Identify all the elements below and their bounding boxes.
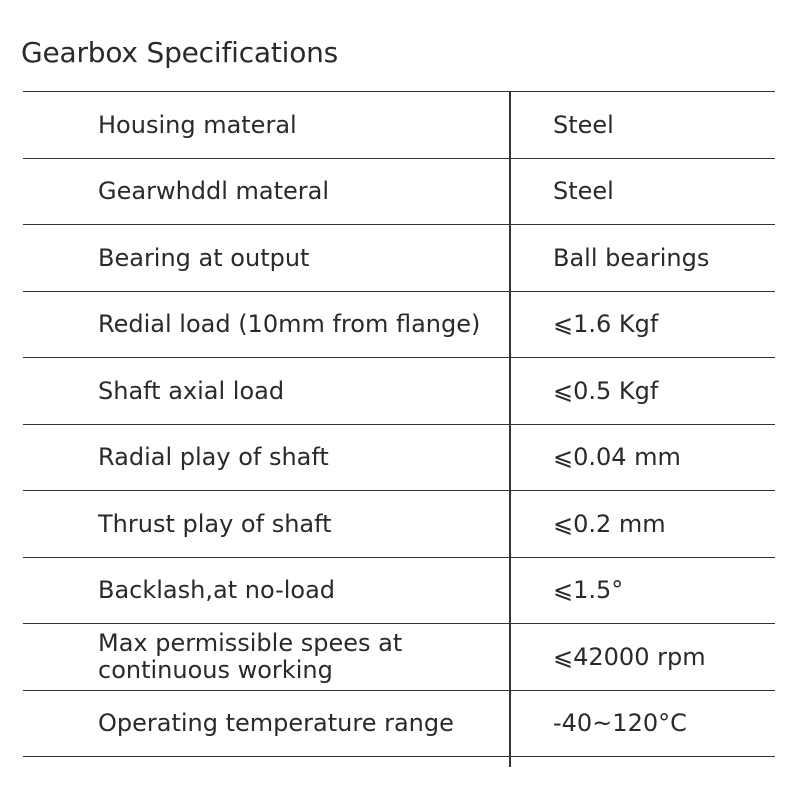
table-row bbox=[23, 691, 775, 758]
table-row bbox=[23, 225, 775, 292]
spec-name: Redial load (10mm from flange) bbox=[98, 310, 481, 339]
table-row bbox=[23, 558, 775, 625]
spec-value: ⩽0.04 mm bbox=[553, 443, 681, 472]
spec-name: Thrust play of shaft bbox=[98, 509, 332, 538]
table-row bbox=[23, 491, 775, 558]
page-title: Gearbox Specifications bbox=[21, 36, 339, 69]
spec-name: Housing materal bbox=[98, 110, 297, 139]
spec-value: ⩽1.6 Kgf bbox=[553, 310, 659, 339]
spec-value: ⩽0.5 Kgf bbox=[553, 376, 659, 405]
spec-name: Radial play of shaft bbox=[98, 443, 329, 472]
table-row bbox=[23, 292, 775, 359]
spec-table bbox=[23, 91, 775, 757]
table-row bbox=[23, 358, 775, 425]
spec-value: Ball bearings bbox=[553, 243, 710, 272]
table-row bbox=[23, 624, 775, 691]
spec-name: Bearing at output bbox=[98, 243, 310, 272]
spec-value: Steel bbox=[553, 110, 614, 139]
spec-value: Steel bbox=[553, 177, 614, 206]
spec-name: Operating temperature range bbox=[98, 709, 454, 738]
spec-name: Backlash,at no-load bbox=[98, 576, 336, 605]
spec-value: ⩽42000 rpm bbox=[553, 642, 706, 671]
spec-name: Max permissible spees at continuous working bbox=[98, 628, 403, 684]
spec-value: ⩽1.5° bbox=[553, 576, 624, 605]
spec-value: ⩽0.2 mm bbox=[553, 509, 666, 538]
table-row bbox=[23, 159, 775, 226]
table-row bbox=[23, 92, 775, 159]
spec-value: -40~120°C bbox=[553, 709, 687, 738]
table-row bbox=[23, 425, 775, 492]
column-divider bbox=[509, 91, 511, 767]
spec-name: Shaft axial load bbox=[98, 376, 285, 405]
spec-name: Gearwhddl materal bbox=[98, 177, 330, 206]
